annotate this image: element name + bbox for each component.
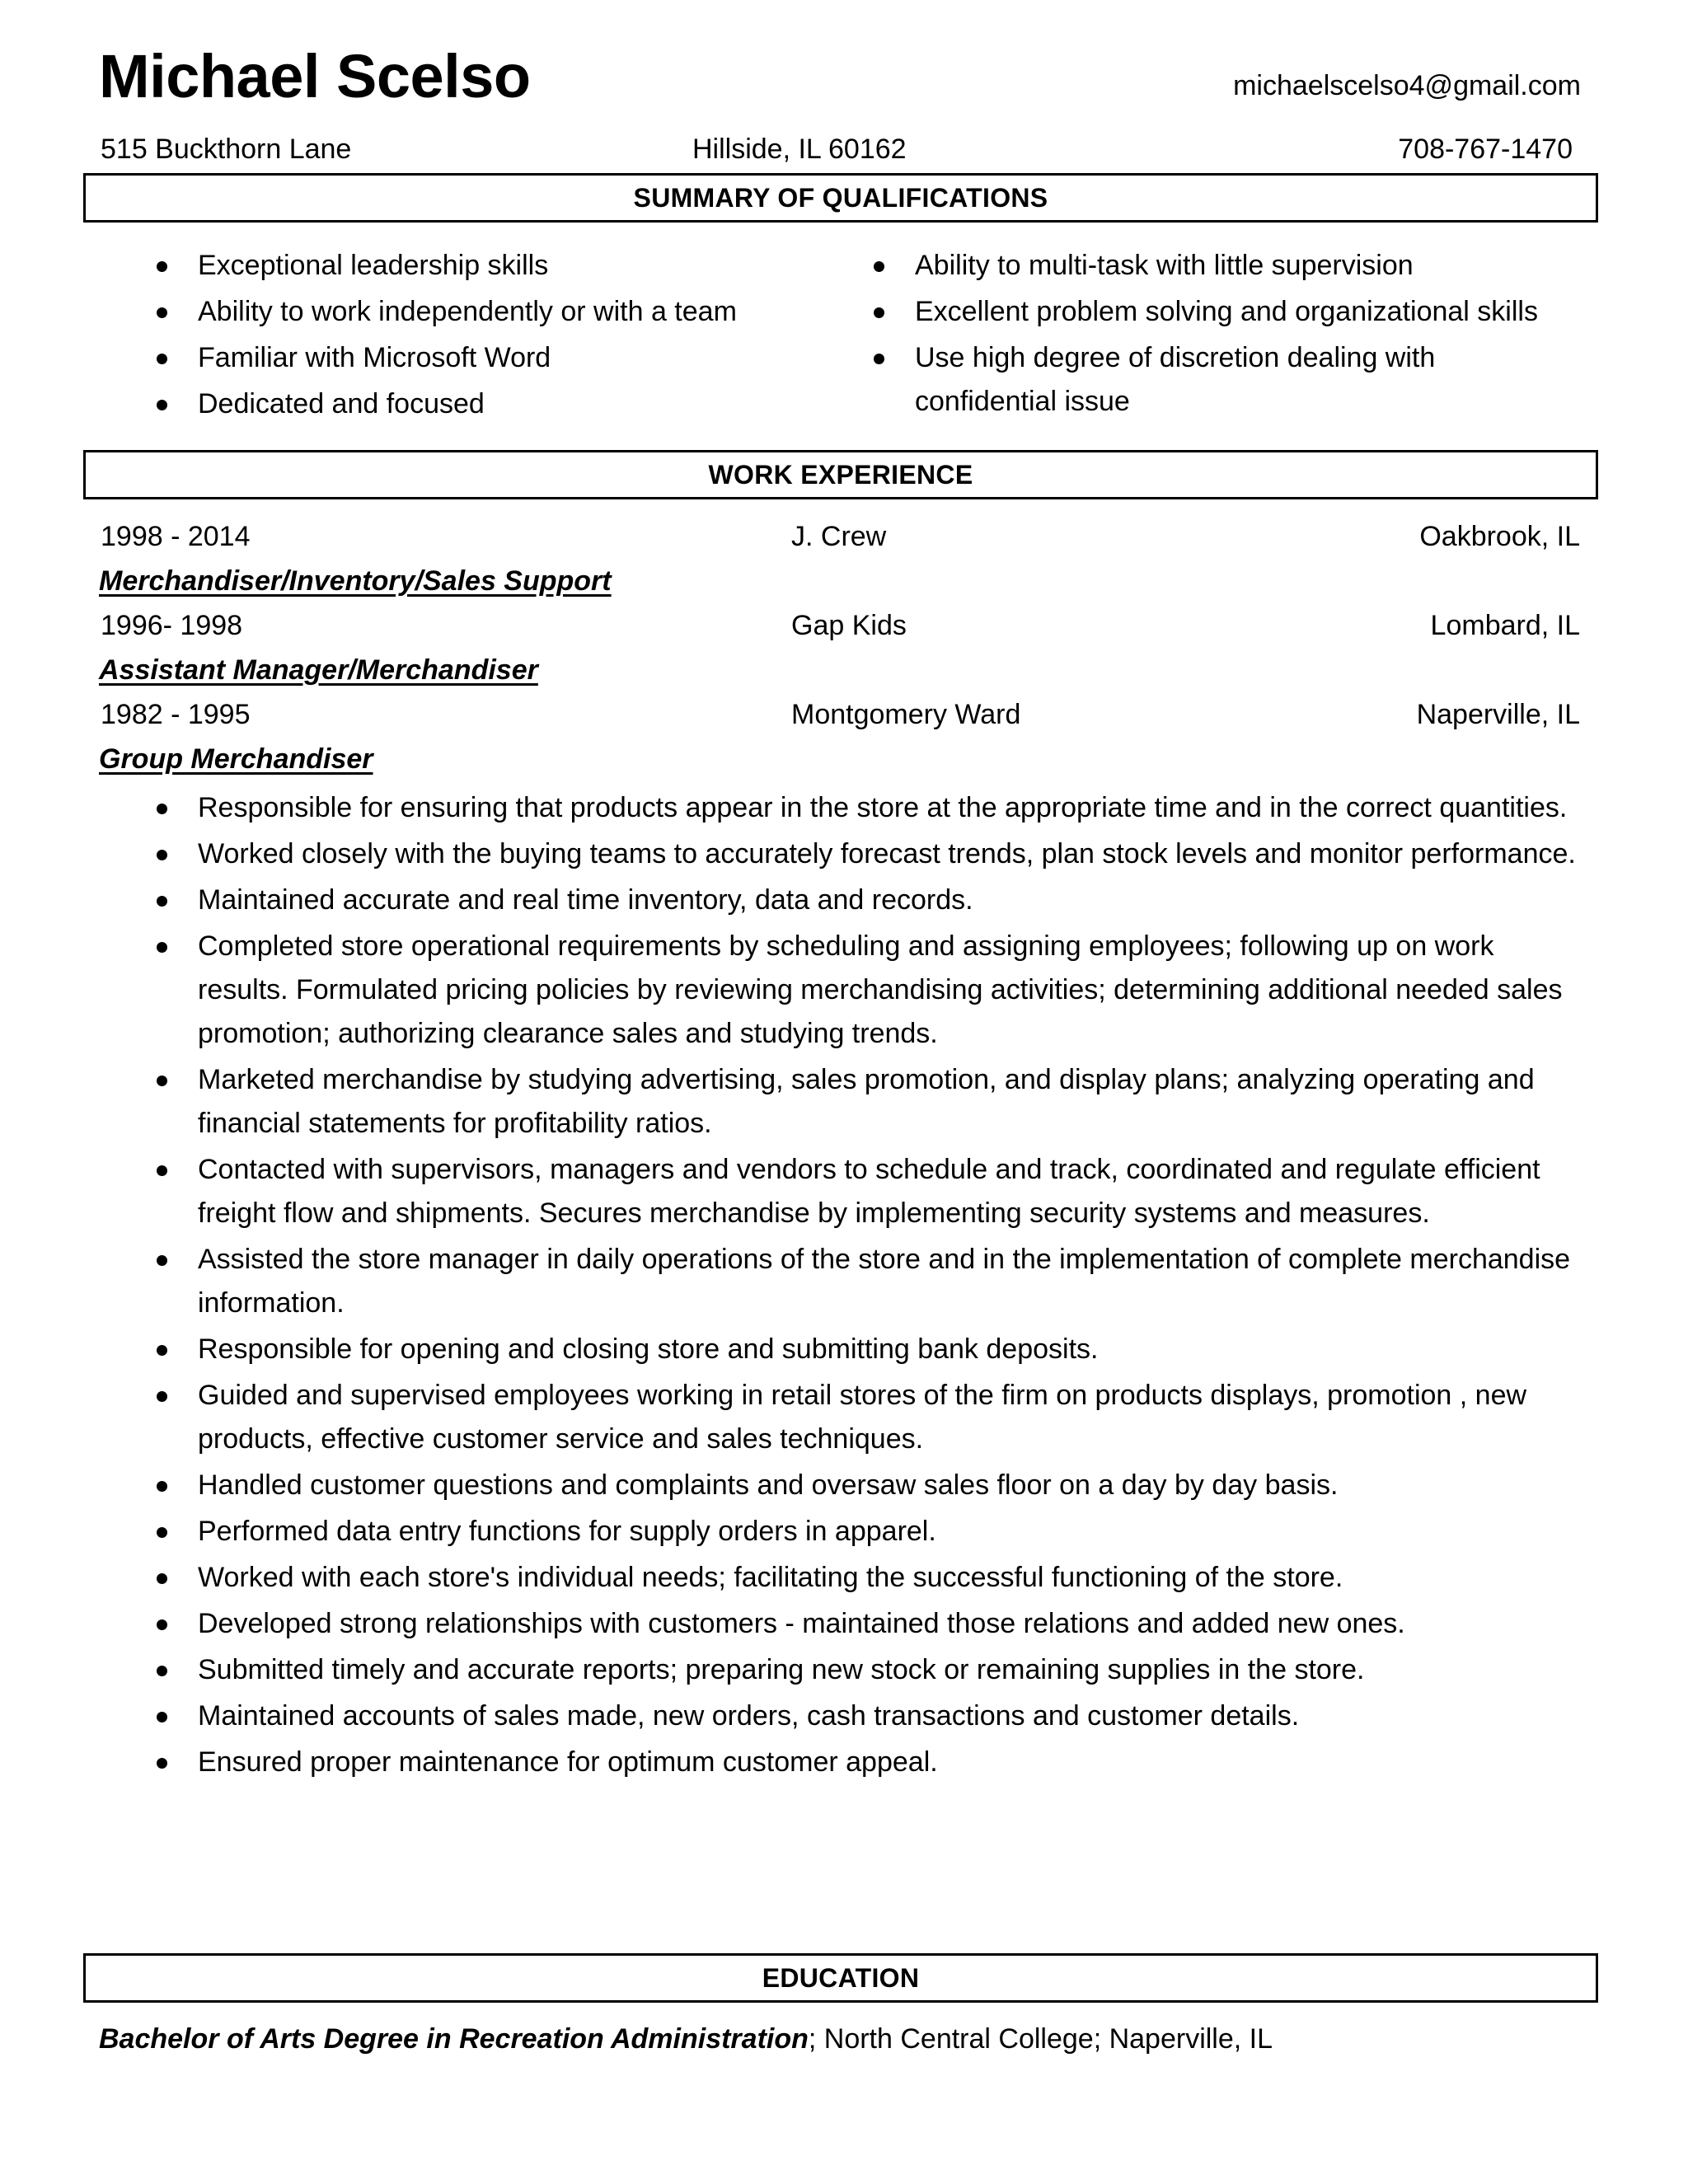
job-location: Lombard, IL [1430,610,1580,641]
job-title: Assistant Manager/Merchandiser [99,654,538,686]
list-item: Responsible for ensuring that products appear in the store at the appropriate time and in the correct quantities. [157,786,1591,830]
list-item: Guided and supervised employees working in retail stores of the firm on products displays, promotion , new products, effective customer service and sales techniques. [157,1374,1591,1461]
bullet-icon [157,1527,167,1538]
list-item: Worked closely with the buying teams to accurately forecast trends, plan stock levels and monitor performance. [157,832,1591,876]
responsibilities-list [157,786,1591,1787]
bullet-icon [157,942,167,953]
bullet-icon [157,307,167,318]
job-row [101,521,1580,565]
bullet-icon [157,261,167,272]
job-company: Gap Kids [791,610,907,641]
list-item: Maintained accounts of sales made, new orders, cash transactions and customer details. [157,1694,1591,1738]
bullet-icon [157,400,167,410]
job-row [101,699,1580,743]
job-years: 1998 - 2014 [101,521,251,552]
bullet-icon [157,1666,167,1676]
bullet-icon [157,354,167,364]
bullet-icon [157,804,167,814]
job-location: Naperville, IL [1416,699,1580,730]
list-item: Contacted with supervisors, managers and vendors to schedule and track, coordinated and regulate efficient freight flow and shipments. Secures merchandise by implementing security systems and measures. [157,1148,1591,1235]
list-item: Dedicated and focused [157,382,832,426]
degree-title: Bachelor of Arts Degree in Recreation Administration [99,2023,809,2055]
list-item: Familiar with Microsoft Word [157,336,832,380]
list-item: Use high degree of discretion dealing with confidential issue [874,336,1582,424]
list-item: Developed strong relationships with customers - maintained those relations and added new ones. [157,1602,1591,1646]
section-header-summary: SUMMARY OF QUALIFICATIONS [83,173,1598,223]
bullet-icon [157,1165,167,1176]
list-item: Performed data entry functions for supply orders in apparel. [157,1510,1591,1554]
bullet-icon [874,261,884,272]
job-company: Montgomery Ward [791,699,1021,730]
section-header-work: WORK EXPERIENCE [83,450,1598,499]
email-address: michaelscelso4@gmail.com [1233,70,1581,101]
qualifications-right-list [874,244,1582,426]
street-address: 515 Buckthorn Lane [101,134,352,165]
job-title: Group Merchandiser [99,743,373,775]
list-item: Excellent problem solving and organizational skills [874,290,1582,334]
list-item: Maintained accurate and real time inventory, data and records. [157,879,1591,922]
job-row [101,610,1580,654]
job-title: Merchandiser/Inventory/Sales Support [99,565,612,597]
list-item: Completed store operational requirements by scheduling and assigning employees; following up on work results. Formulated pricing policies by reviewing merchandising activities; determining additional needed sales promotion; authorizing clearance sales and studying trends. [157,925,1591,1056]
job-location: Oakbrook, IL [1419,521,1580,552]
bullet-icon [157,1481,167,1492]
list-item: Responsible for opening and closing store and submitting bank deposits. [157,1328,1591,1371]
bullet-icon [157,1076,167,1086]
list-item: Ability to multi-task with little supervision [874,244,1582,288]
bullet-icon [157,1345,167,1356]
job-company: J. Crew [791,521,887,552]
bullet-icon [157,1758,167,1769]
job-years: 1982 - 1995 [101,699,251,730]
education-entry [99,2023,1273,2055]
qualifications-left-list [157,244,832,429]
section-header-education: EDUCATION [83,1953,1598,2003]
bullet-icon [157,1619,167,1630]
school-details: ; North Central College; Naperville, IL [808,2023,1273,2055]
list-item: Submitted timely and accurate reports; preparing new stock or remaining supplies in the store. [157,1648,1591,1692]
list-item: Marketed merchandise by studying advertising, sales promotion, and display plans; analyzing operating and financial statements for profitability ratios. [157,1058,1591,1146]
bullet-icon [874,354,884,364]
bullet-icon [157,1391,167,1402]
bullet-icon [157,1573,167,1584]
list-item: Worked with each store's individual needs; facilitating the successful functioning of the store. [157,1556,1591,1600]
list-item: Exceptional leadership skills [157,244,832,288]
bullet-icon [157,1255,167,1266]
list-item: Ability to work independently or with a team [157,290,832,334]
bullet-icon [157,850,167,860]
job-years: 1996- 1998 [101,610,243,641]
list-item: Assisted the store manager in daily operations of the store and in the implementation of complete merchandise information. [157,1238,1591,1325]
list-item: Handled customer questions and complaints and oversaw sales floor on a day by day basis. [157,1464,1591,1507]
bullet-icon [157,1712,167,1722]
bullet-icon [874,307,884,318]
bullet-icon [157,896,167,907]
phone-number: 708-767-1470 [1398,134,1573,165]
resume-name: Michael Scelso [99,42,531,110]
list-item: Ensured proper maintenance for optimum customer appeal. [157,1741,1591,1784]
city-state-zip: Hillside, IL 60162 [692,134,907,165]
